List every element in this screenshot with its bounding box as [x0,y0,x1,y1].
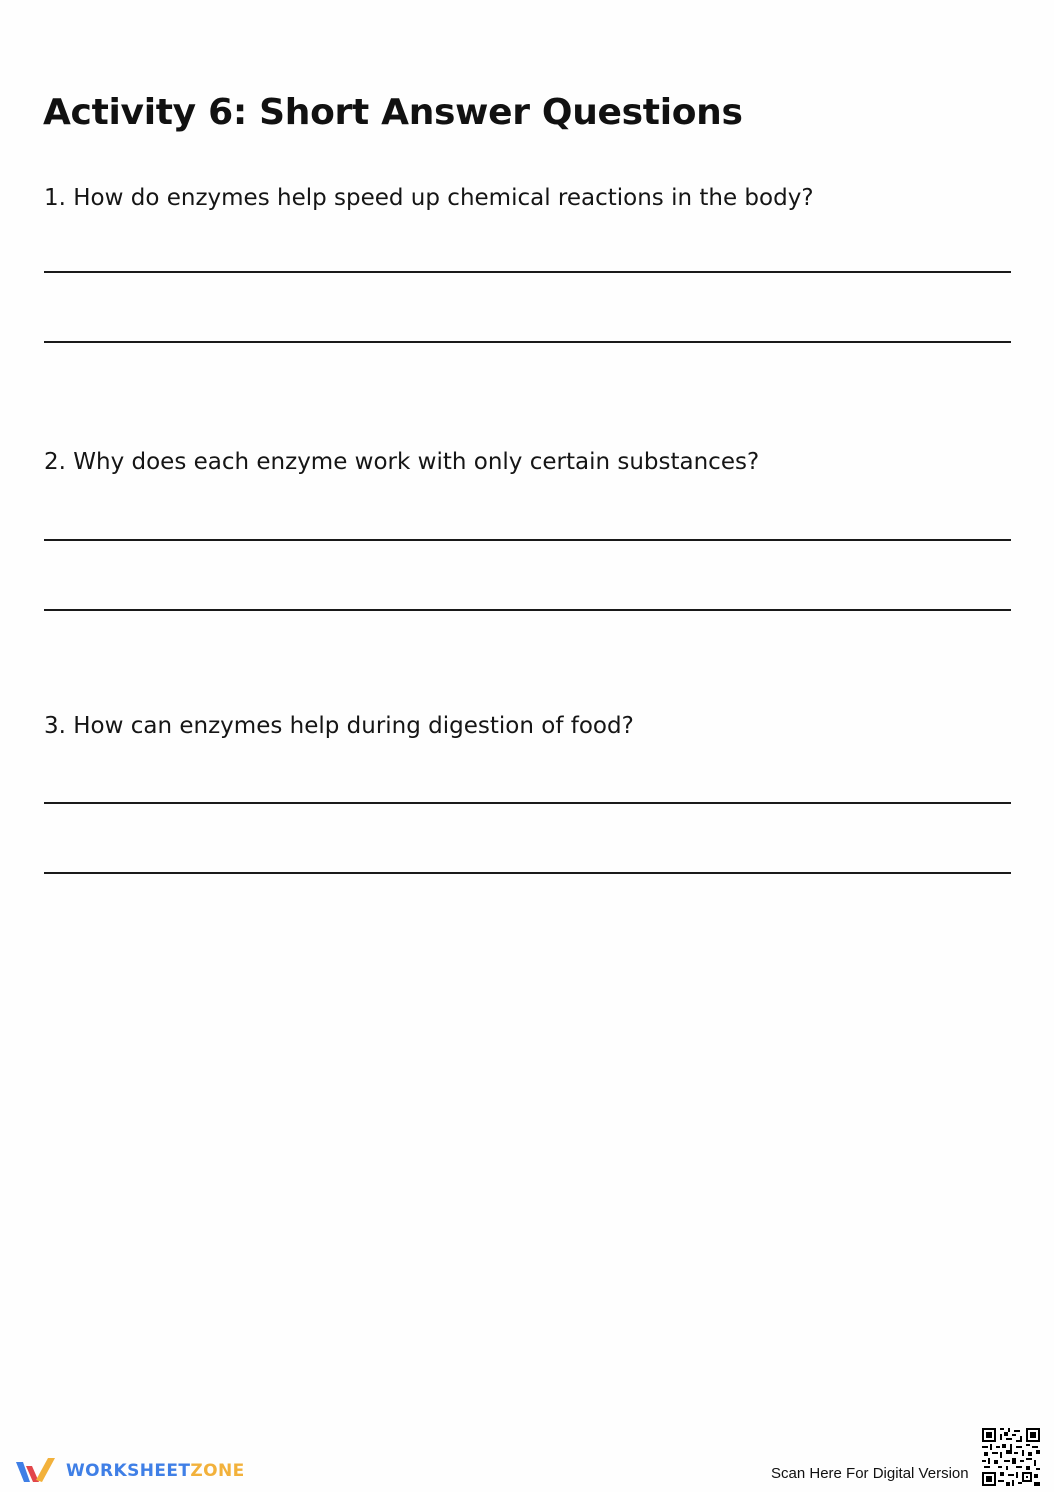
question-1: 1. How do enzymes help speed up chemical reactions in the body? [44,185,814,211]
scan-instruction: Scan Here For Digital Version [771,1465,969,1482]
qr-code-icon[interactable] [982,1428,1040,1486]
answer-line-3b[interactable] [44,872,1011,874]
page-title: Activity 6: Short Answer Questions [43,92,743,133]
question-2: 2. Why does each enzyme work with only certain substances? [44,449,760,475]
worksheetzone-logo-icon [14,1456,58,1486]
brand-logo [14,1455,245,1487]
brand-name [66,1461,245,1481]
answer-line-2a[interactable] [44,539,1011,541]
answer-line-3a[interactable] [44,802,1011,804]
answer-line-2b[interactable] [44,609,1011,611]
brand-name-part2: ZONE [190,1461,245,1481]
answer-line-1a[interactable] [44,271,1011,273]
brand-name-part1: WORKSHEET [66,1461,191,1481]
answer-line-1b[interactable] [44,341,1011,343]
question-3: 3. How can enzymes help during digestion of food? [44,713,634,739]
